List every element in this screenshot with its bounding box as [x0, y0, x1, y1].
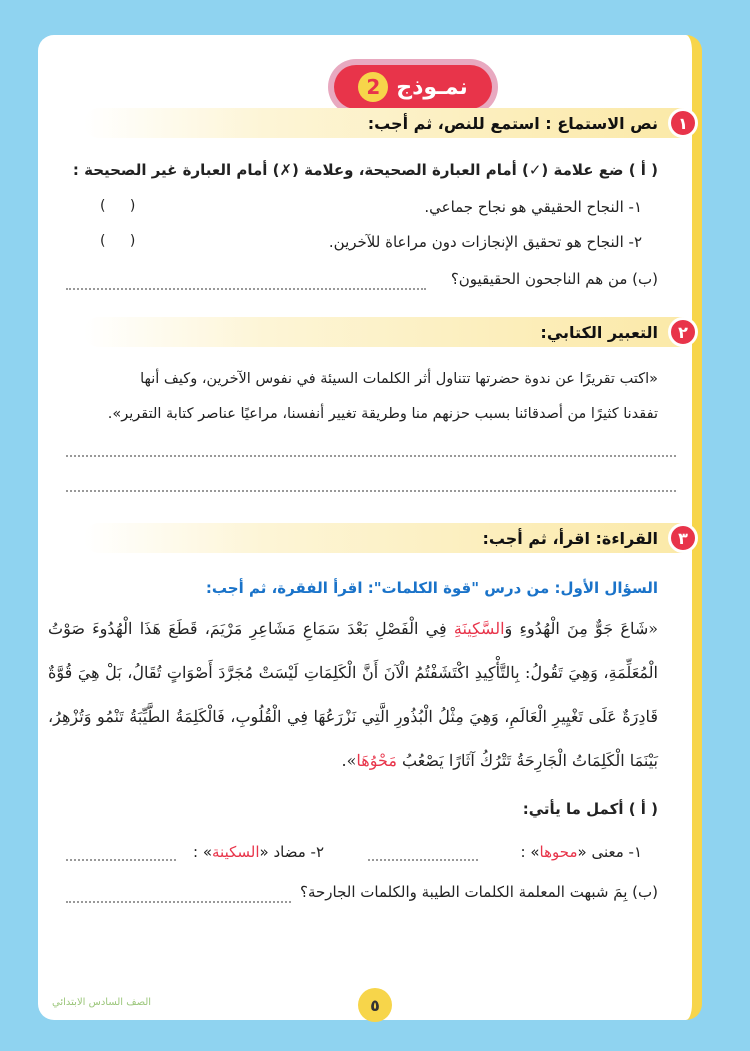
section3-number: ٣: [668, 523, 698, 553]
section1-item-2: ٢- النجاح هو تحقيق الإنجازات دون مراعاة للآخرين.: [328, 233, 642, 251]
section3-part-b: (ب) بِمَ شبهت المعلمة الكلمات الطيبة والكلمات الجارحة؟: [299, 883, 658, 901]
passage-highlight-sakina: السَّكِينَةِ: [453, 619, 505, 638]
complete-item-2: [193, 843, 324, 861]
complete2-word: السكينة: [212, 843, 260, 861]
complete1-word: محوها: [539, 843, 578, 861]
section1-answer-line[interactable]: [66, 288, 426, 290]
section2-answer-line-1[interactable]: [66, 455, 676, 457]
complete2-answer-line[interactable]: [66, 859, 176, 861]
section1-item-1: ١- النجاح الحقيقي هو نجاح جماعي.: [424, 198, 642, 216]
complete1-post: » :: [520, 843, 540, 861]
section3-answer-line[interactable]: [66, 901, 291, 903]
title-number: 2: [358, 72, 388, 102]
passage-part-2: فِي الْفَصْلِ بَعْدَ سَمَاعِ مَشَاعِرِ مَرْيَمَ، قَطَعَ هَذَا الْهُدُوءَ صَوْتُ الْمُعَلِّمَةِ، وَهِيَ تَقُولُ: بِالتَّأْكِيدِ اكْتَشَفْتُمُ الْآنَ أَنَّ الْكَلِمَاتِ لَيْسَتْ مُجَرَّدَ أَصْوَاتٍ تُقَالُ، بَلْ هِيَ قُوَّةٌ قَادِرَةٌ عَلَى تَغْيِيرِ الْعَالَمِ، وَهِيَ مِثْلُ الْبُذُورِ الَّتِي نَزْرَعُهَا فِي الْقُلُوبِ، فَالْكَلِمَةُ الطَّيِّبَةُ تَنْمُو وَتُزْهِرُ، بَيْنَمَا الْكَلِمَاتُ الْجَارِحَةُ تَتْرُكُ آثَارًا يَصْعُبُ: [48, 619, 658, 770]
section1-title: نص الاستماع : استمع للنص، ثم أجب:: [367, 113, 658, 133]
passage-end: ».: [341, 751, 357, 770]
section2-number: ٢: [668, 317, 698, 347]
section1-part-a: ( أ ) ضع علامة (✓) أمام العبارة الصحيحة، وعلامة (✗) أمام العبارة غير الصحيحة :: [72, 161, 658, 179]
complete-item-1: [521, 843, 642, 861]
grade-label: الصف السادس الابتدائي: [52, 997, 152, 1008]
complete2-pre: ٢- مضاد «: [259, 843, 324, 861]
section1-item-2-box[interactable]: ( ): [100, 233, 146, 249]
section2-prompt-line1: «اكتب تقريرًا عن ندوة حضرتها تتناول أثر الكلمات السيئة في نفوس الآخرين، وكيف أنها: [140, 371, 658, 387]
section2-answer-line-2[interactable]: [66, 490, 676, 492]
section1-header: [84, 108, 688, 138]
title-badge: [328, 59, 498, 115]
section3-question1: السؤال الأول: من درس "قوة الكلمات": اقرأ الفقرة، ثم أجب:: [205, 579, 658, 597]
complete1-pre: ١- معنى «: [577, 843, 642, 861]
section3-part-a: ( أ ) أكمل ما يأتي:: [522, 800, 658, 818]
section1-item-1-box[interactable]: ( ): [100, 198, 146, 214]
passage-part-1: «شَاعَ جَوٌّ مِنَ الْهُدُوءِ وَ: [504, 619, 659, 638]
section1-number: ١: [668, 108, 698, 138]
section1-part-b: (ب) من هم الناجحون الحقيقيون؟: [450, 270, 658, 288]
section2-title: التعبير الكتابي:: [540, 322, 658, 342]
reading-passage: [48, 607, 658, 783]
complete2-post: » :: [193, 843, 213, 861]
title-label: نمـوذج: [396, 74, 468, 100]
section3-title: القراءة: اقرأ، ثم أجب:: [482, 528, 658, 548]
title-inner: [334, 65, 492, 109]
passage-highlight-mahwuha: مَحْوُهَا: [356, 751, 397, 770]
section2-header: [84, 317, 688, 347]
section3-header: [84, 523, 688, 553]
worksheet-page: [38, 35, 702, 1020]
complete1-answer-line[interactable]: [368, 859, 478, 861]
section2-prompt-line2: تفقدنا كثيرًا من أصدقائنا بسبب حزنهم منا وطريقة تغيير أنفسنا، مراعيًا عناصر كتابة التقرير».: [107, 406, 658, 422]
page-number: ٥: [358, 988, 392, 1022]
